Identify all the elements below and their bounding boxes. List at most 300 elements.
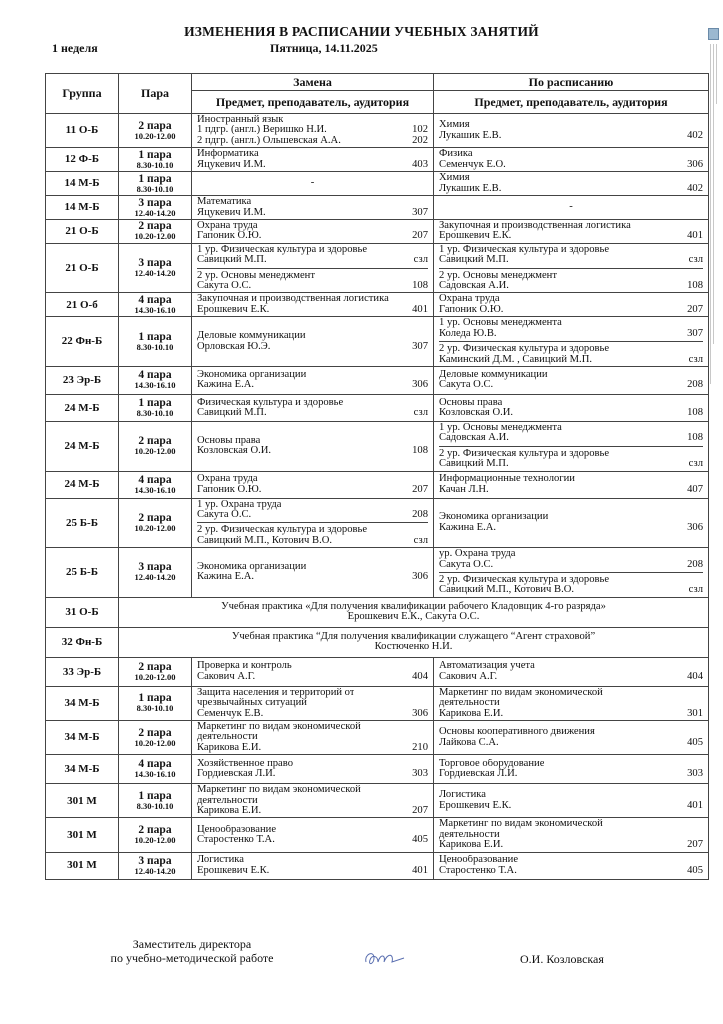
room-number: 401 (412, 303, 428, 315)
cell-line (439, 329, 703, 339)
cell-line (197, 221, 428, 231)
pair-time: 14.30-16.10 (134, 484, 176, 495)
room-number: 307 (412, 340, 428, 352)
pair-time: 12.40-14.20 (134, 865, 176, 876)
subject-teacher-text: Садовская А.И. (439, 433, 509, 444)
room-number: 405 (687, 736, 703, 748)
pair-number: 2 пара (138, 511, 172, 524)
position-line-1: Заместитель директора (132, 937, 252, 951)
cell-line (439, 790, 703, 800)
schedule-cell (434, 548, 709, 598)
subject-teacher-text: Кажина Е.А. (197, 572, 255, 583)
schedule-cell (434, 196, 709, 220)
sub-group-block (439, 268, 703, 292)
subject-teacher-text: Савицкий М.П. (439, 459, 509, 470)
pair-number: 4 пара (138, 473, 172, 486)
table-row (46, 755, 709, 784)
group-cell: 24 М-Б (46, 471, 119, 498)
cell-line (439, 149, 703, 159)
group-cell: 23 Эр-Б (46, 366, 119, 394)
table-row (46, 548, 709, 598)
subject-teacher-text: Деловые коммуникации (197, 331, 306, 342)
subject-teacher-text: Козловская О.И. (439, 407, 514, 418)
table-row (46, 148, 709, 172)
table-row (46, 471, 709, 498)
room-number: 202 (412, 134, 428, 146)
subject-teacher-text: Каминский Д.М. , Савицкий М.П. (439, 354, 593, 365)
group-cell: 21 О-б (46, 293, 119, 317)
cell-line (197, 115, 428, 125)
subject-teacher-text: Ерошкевич Е.К. (439, 231, 512, 242)
schedule-table (45, 73, 709, 880)
subject-teacher-text: Информационные технологии (439, 474, 575, 485)
subject-teacher-text: Сакута О.С. (197, 509, 252, 520)
pair-time: 8.30-10.10 (136, 183, 174, 194)
practice-line: Ерошкевич Е.К., Сакута О.С. (347, 611, 480, 623)
date-label: Пятница, 14.11.2025 (270, 41, 378, 55)
subject-teacher-text: Закупочная и производственная логистика (197, 294, 389, 305)
cell-line (439, 245, 703, 255)
table-row (46, 657, 709, 686)
room-number: 307 (412, 206, 428, 218)
cell-line (197, 197, 428, 207)
cell-line (197, 510, 428, 520)
subject-teacher-text: деятельности (439, 698, 500, 709)
subject-teacher-text: Хозяйственное право (197, 758, 293, 769)
subject-teacher-text: Ерошкевич Е.К. (197, 304, 270, 315)
cell-line (439, 485, 703, 495)
schedule-cell (434, 114, 709, 148)
subject-teacher-text: Сакута О.С. (197, 281, 252, 292)
schedule-cell (434, 498, 709, 548)
col-header-group: Группа (46, 74, 119, 114)
cell-line (439, 512, 703, 522)
schedule-cell (434, 172, 709, 196)
subject-teacher-text: Физическая культура и здоровье (197, 397, 344, 408)
subject-teacher-text: 1 ур. Основы менеджмента (439, 318, 562, 329)
cell-line (439, 221, 703, 231)
room-number: 403 (412, 158, 428, 170)
cell-line (439, 819, 703, 829)
room-number: 208 (687, 558, 703, 570)
page-title: ИЗМЕНЕНИЯ В РАСПИСАНИИ УЧЕБНЫХ ЗАНЯТИЙ (184, 24, 539, 39)
subject-teacher-text: Охрана труда (439, 294, 500, 305)
cell-line (197, 380, 428, 390)
room-number: 108 (687, 280, 703, 292)
subject-teacher-text: Маркетинг по видам экономической (197, 785, 361, 796)
cell-line (439, 474, 703, 484)
subject-teacher-text: Маркетинг по видам экономической (439, 687, 603, 698)
subject-teacher-text: Савицкий М.П. (197, 255, 267, 266)
room-number: 401 (412, 864, 428, 876)
room-number: сзл (413, 534, 428, 546)
pair-cell (119, 317, 192, 367)
pair-number: 4 пара (138, 369, 172, 382)
cell-line (439, 433, 703, 443)
subject-teacher-text: Логистика (197, 855, 244, 866)
schedule-cell (434, 852, 709, 879)
cell-line (197, 271, 428, 281)
cell-line (197, 398, 428, 408)
replacement-cell (192, 317, 434, 367)
sidebar-vertical-text (709, 44, 717, 384)
cell-line (439, 672, 703, 682)
cell-line (439, 738, 703, 748)
practice-cell (119, 627, 709, 657)
room-number: 401 (687, 230, 703, 242)
practice-line: Учебная практика “Для получения квалификации служащего “Агент страховой” (231, 630, 596, 642)
pair-time: 10.20-12.00 (134, 671, 176, 682)
group-cell: 21 О-Б (46, 220, 119, 244)
subject-teacher-text: Охрана труда (197, 474, 258, 485)
pair-time: 8.30-10.10 (136, 800, 174, 811)
pair-time: 10.20-12.00 (134, 130, 176, 141)
pair-time: 14.30-16.10 (134, 304, 176, 315)
cell-line (439, 131, 703, 141)
sub-group-block (197, 522, 428, 546)
subject-teacher-text: Ценообразование (197, 824, 277, 835)
replacement-cell (192, 721, 434, 755)
room-number: сзл (413, 406, 428, 418)
group-cell: 301 М (46, 818, 119, 852)
room-number: 301 (687, 707, 703, 719)
schedule-cell (434, 784, 709, 818)
replacement-cell (192, 220, 434, 244)
pair-time: 12.40-14.20 (134, 207, 176, 218)
pair-cell (119, 852, 192, 879)
schedule-cell (434, 657, 709, 686)
subject-teacher-text: Гапоник О.Ю. (439, 304, 504, 315)
room-number: 404 (687, 670, 703, 682)
cell-line (197, 281, 428, 291)
cell-line (197, 759, 428, 769)
cell-line (197, 160, 428, 170)
pair-cell (119, 293, 192, 317)
subject-teacher-text: 2 ур. Физическая культура и здоровье (439, 344, 610, 355)
room-number: 306 (687, 158, 703, 170)
group-cell: 33 Эр-Б (46, 657, 119, 686)
room-number: сзл (688, 458, 703, 470)
room-number: 402 (687, 182, 703, 194)
handwritten-signature (360, 944, 410, 970)
table-row (46, 818, 709, 852)
cell-line (439, 318, 703, 328)
subject-teacher-text: Физика (439, 149, 473, 160)
subject-teacher-text: Лукашик Е.В. (439, 183, 502, 194)
cell-line (439, 231, 703, 241)
table-row (46, 627, 709, 657)
pair-time: 12.40-14.20 (134, 268, 176, 279)
cell-line (439, 575, 703, 585)
cell-line (197, 661, 428, 671)
replacement-cell (192, 293, 434, 317)
pair-number: 1 пара (138, 172, 172, 185)
schedule-cell (434, 421, 709, 471)
subject-teacher-text: Кажина Е.А. (439, 522, 497, 533)
schedule-cell (434, 366, 709, 394)
cell-line (197, 331, 428, 341)
subject-teacher-text: Основы кооперативного движения (439, 727, 595, 738)
replacement-cell (192, 421, 434, 471)
pair-cell (119, 657, 192, 686)
subject-teacher-text: 1 пдгр. (англ.) Веришко Н.И. (197, 125, 327, 136)
cell-line (439, 173, 703, 183)
pair-cell (119, 114, 192, 148)
subject-teacher-text: Семенчук Е.В. (197, 708, 264, 719)
pair-cell (119, 172, 192, 196)
subject-teacher-text: Семенчук Е.О. (439, 159, 506, 170)
signatory-position (92, 937, 292, 965)
subject-teacher-text: Ерошкевич Е.К. (197, 865, 270, 876)
table-row (46, 852, 709, 879)
schedule-cell (434, 317, 709, 367)
group-cell: 31 О-Б (46, 597, 119, 627)
cell-line (197, 562, 428, 572)
subject-teacher-text: 1 ур. Основы менеджмента (439, 422, 562, 433)
group-cell: 14 М-Б (46, 172, 119, 196)
sub-group-block (439, 446, 703, 470)
empty-dash: - (310, 177, 315, 189)
signatory-name: О.И. Козловская (520, 952, 604, 966)
subject-teacher-text: Деловые коммуникации (439, 370, 548, 380)
table-row (46, 220, 709, 244)
replacement-cell (192, 818, 434, 852)
pair-time: 10.20-12.00 (134, 446, 176, 457)
subject-teacher-text: ур. Охрана труда (439, 549, 516, 560)
cell-line (439, 281, 703, 291)
cell-line (197, 855, 428, 865)
pair-time: 8.30-10.10 (136, 703, 174, 714)
subject-teacher-text: Маркетинг по видам экономической (197, 722, 361, 732)
cell-line (439, 698, 703, 708)
schedule-cell (434, 148, 709, 172)
subject-teacher-text: Экономика организации (197, 370, 307, 380)
subject-teacher-text: Савицкий М.П., Котович В.О. (197, 535, 333, 546)
cell-line (439, 727, 703, 737)
group-cell: 34 М-Б (46, 755, 119, 784)
cell-line (197, 342, 428, 352)
group-cell: 25 Б-Б (46, 548, 119, 598)
room-number: 404 (412, 670, 428, 682)
subject-teacher-text: 1 ур. Физическая культура и здоровье (197, 244, 368, 255)
pair-number: 2 пара (138, 726, 172, 739)
subject-teacher-text: Савицкий М.П. (197, 407, 267, 418)
pair-time: 10.20-12.00 (134, 522, 176, 533)
pair-number: 1 пара (138, 789, 172, 802)
subject-teacher-text: Основы права (197, 435, 261, 446)
cell-line (197, 785, 428, 795)
cell-line (197, 698, 428, 708)
week-label: 1 неделя (52, 41, 98, 55)
subject-teacher-text: Сакута О.С. (439, 559, 494, 570)
cell-line (197, 796, 428, 806)
schedule-cell (434, 818, 709, 852)
pair-cell (119, 421, 192, 471)
subject-teacher-text: Карикова Е.И. (439, 840, 504, 851)
group-cell: 25 Б-Б (46, 498, 119, 548)
replacement-cell (192, 852, 434, 879)
table-row (46, 597, 709, 627)
cell-line (197, 500, 428, 510)
cell-line (197, 722, 428, 732)
group-cell: 12 Ф-Б (46, 148, 119, 172)
group-cell: 301 М (46, 784, 119, 818)
subject-teacher-text: Гапоник О.Ю. (197, 484, 262, 495)
room-number: 306 (412, 571, 428, 583)
room-number: 306 (412, 707, 428, 719)
table-row (46, 243, 709, 293)
pair-cell (119, 366, 192, 394)
subject-teacher-text: Логистика (439, 790, 486, 801)
cell-line (439, 355, 703, 365)
subject-teacher-text: Лайкова С.А. (439, 737, 499, 748)
table-row (46, 172, 709, 196)
table-row (46, 196, 709, 220)
pair-number: 4 пара (138, 293, 172, 306)
replacement-cell (192, 498, 434, 548)
group-cell: 22 Фн-Б (46, 317, 119, 367)
cell-line (197, 806, 428, 816)
document-sidebar-strip (707, 0, 723, 1024)
table-row (46, 421, 709, 471)
cell-line (197, 866, 428, 876)
schedule-cell (434, 394, 709, 421)
cell-line (439, 840, 703, 850)
subject-teacher-text: Яцукевич И.М. (197, 159, 266, 170)
pair-number: 4 пара (138, 758, 172, 771)
subject-teacher-text: Карикова Е.И. (439, 708, 504, 719)
schedule-cell (434, 686, 709, 720)
schedule-cell (434, 220, 709, 244)
pair-time: 8.30-10.10 (136, 159, 174, 170)
group-cell: 24 М-Б (46, 421, 119, 471)
cell-line (197, 732, 428, 742)
subject-teacher-text: Старостенко Т.А. (439, 865, 517, 876)
cell-line (197, 769, 428, 779)
room-number: 207 (412, 483, 428, 495)
cell-line (197, 408, 428, 418)
room-number: 307 (687, 327, 703, 339)
cell-line (197, 525, 428, 535)
cell-line (197, 149, 428, 159)
cell-line (439, 398, 703, 408)
pair-time: 10.20-12.00 (134, 835, 176, 846)
cell-line (197, 255, 428, 265)
room-number: 102 (412, 124, 428, 136)
cell-line (197, 743, 428, 753)
room-number: 207 (687, 839, 703, 851)
pair-cell (119, 548, 192, 598)
subject-teacher-text: Проверка и контроль (197, 661, 292, 672)
cell-line (439, 688, 703, 698)
subject-teacher-text: Коледа Ю.В. (439, 328, 497, 339)
practice-line: Костюченко Н.И. (374, 641, 453, 653)
subject-teacher-text: 2 ур. Физическая культура и здоровье (197, 525, 368, 536)
pair-time: 14.30-16.10 (134, 380, 176, 391)
cell-line (439, 560, 703, 570)
cell-line (197, 688, 428, 698)
cell-line (439, 271, 703, 281)
cell-line (439, 184, 703, 194)
table-row (46, 784, 709, 818)
cell-line (439, 370, 703, 380)
sub-header-replacement: Предмет, преподаватель, аудитория (192, 91, 434, 114)
table-row (46, 366, 709, 394)
cell-line (197, 231, 428, 241)
subject-teacher-text: деятельности (439, 829, 500, 840)
cell-line (197, 208, 428, 218)
replacement-cell (192, 172, 434, 196)
pair-number: 3 пара (138, 196, 172, 209)
subject-teacher-text: Экономика организации (197, 562, 307, 573)
position-line-2: по учебно-методической работе (110, 951, 274, 965)
schedule-cell (434, 721, 709, 755)
sub-group-block (439, 572, 703, 596)
sub-header-schedule: Предмет, преподаватель, аудитория (434, 91, 709, 114)
replacement-cell (192, 196, 434, 220)
cell-line (439, 459, 703, 469)
cell-line (197, 370, 428, 380)
room-number: 208 (412, 508, 428, 520)
subject-teacher-text: Карикова Е.И. (197, 806, 262, 817)
group-cell: 21 О-Б (46, 243, 119, 293)
replacement-cell (192, 148, 434, 172)
pair-number: 2 пара (138, 660, 172, 673)
cell-line (439, 305, 703, 315)
room-number: 108 (687, 432, 703, 444)
subject-teacher-text: Лукашик Е.В. (439, 130, 502, 141)
subject-teacher-text: 2 пдгр. (англ.) Ольшевская А.А. (197, 135, 341, 146)
replacement-cell (192, 471, 434, 498)
pair-cell (119, 721, 192, 755)
pair-number: 3 пара (138, 257, 172, 270)
pair-number: 3 пара (138, 854, 172, 867)
subject-teacher-text: Основы права (439, 397, 503, 408)
cell-line (197, 825, 428, 835)
cell-line (197, 436, 428, 446)
cell-line (439, 344, 703, 354)
subject-teacher-text: 2 ур. Физическая культура и здоровье (439, 448, 610, 459)
pair-cell (119, 243, 192, 293)
subject-teacher-text: Кажина Е.А. (197, 380, 255, 391)
table-row (46, 686, 709, 720)
pair-time: 10.20-12.00 (134, 231, 176, 242)
pair-time: 12.40-14.20 (134, 572, 176, 583)
subject-teacher-text: Информатика (197, 149, 259, 160)
room-number: 108 (687, 406, 703, 418)
cell-line (439, 801, 703, 811)
subject-teacher-text: Ценообразование (439, 855, 519, 866)
room-number: 405 (412, 834, 428, 846)
cell-line (197, 536, 428, 546)
cell-line (197, 572, 428, 582)
cell-line (439, 523, 703, 533)
subject-teacher-text: Яцукевич И.М. (197, 207, 266, 218)
cell-line (439, 585, 703, 595)
pair-number: 1 пара (138, 396, 172, 409)
pair-cell (119, 686, 192, 720)
subject-teacher-text: 2 ур. Физическая культура и здоровье (439, 574, 610, 585)
pair-number: 2 пара (138, 220, 172, 233)
subject-teacher-text: Экономика организации (439, 512, 549, 523)
subject-teacher-text: Автоматизация учета (439, 661, 535, 672)
document-stamp-icon (708, 28, 719, 40)
cell-line (439, 830, 703, 840)
cell-line (439, 709, 703, 719)
room-number: 407 (687, 483, 703, 495)
col-header-schedule: По расписанию (434, 74, 709, 91)
replacement-cell (192, 686, 434, 720)
